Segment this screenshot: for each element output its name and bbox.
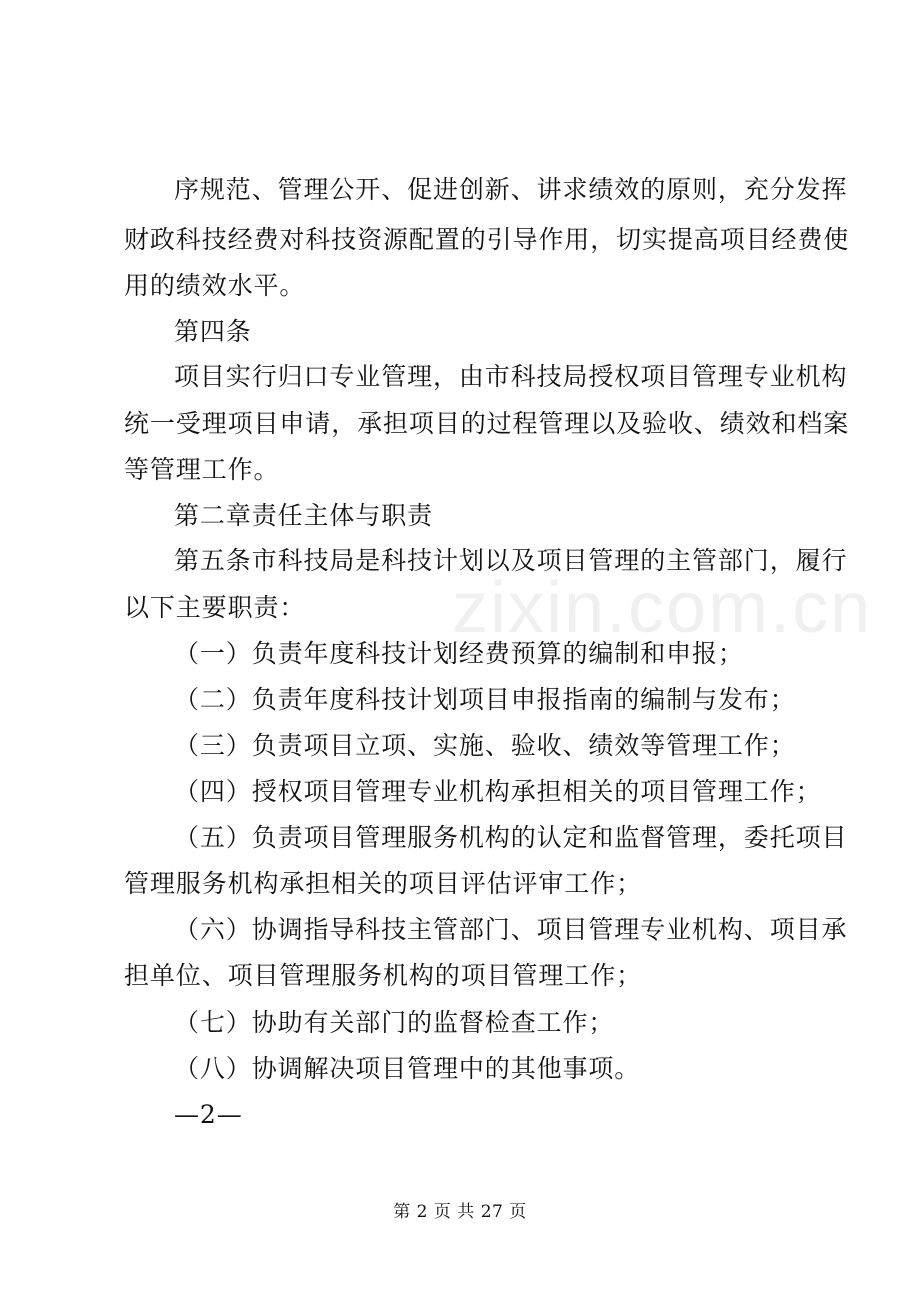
paragraph-line: 财政科技经费对科技资源配置的引导作用，切实提高项目经费使 — [124, 225, 850, 254]
list-item: （二）负责年度科技计划项目申报指南的编制与发布； — [174, 685, 796, 714]
inline-page-number: —2— — [174, 1100, 243, 1129]
page-footer: 第 2 页 共 27 页 — [393, 1202, 527, 1222]
watermark: zixin.com.cn — [452, 568, 873, 648]
list-item: （一）负责年度科技计划经费预算的编制和申报； — [174, 639, 744, 668]
paragraph-line: 统一受理项目申请，承担项目的过程管理以及验收、绩效和档案 — [124, 409, 850, 438]
list-item-continuation: 担单位、项目管理服务机构的项目管理工作； — [124, 961, 643, 990]
list-item: （八）协调解决项目管理中的其他事项。 — [174, 1054, 641, 1083]
paragraph-line: 第五条市科技局是科技计划以及项目管理的主管部门，履行 — [174, 546, 848, 575]
article-heading: 第四条 — [174, 317, 252, 346]
chapter-heading: 第二章责任主体与职责 — [174, 501, 434, 530]
paragraph-line: 用的绩效水平。 — [124, 271, 306, 300]
list-item: （六）协调指导科技主管部门、项目管理专业机构、项目承 — [174, 915, 848, 944]
paragraph-line: 等管理工作。 — [124, 455, 280, 484]
paragraph-line: 项目实行归口专业管理，由市科技局授权项目管理专业机构 — [174, 362, 848, 391]
list-item-continuation: 管理服务机构承担相关的项目评估评审工作； — [124, 869, 643, 898]
list-item: （四）授权项目管理专业机构承担相关的项目管理工作； — [174, 777, 822, 806]
paragraph-line: 序规范、管理公开、促进创新、讲求绩效的原则，充分发挥 — [174, 175, 848, 204]
paragraph-line: 以下主要职责： — [124, 593, 306, 622]
list-item: （七）协助有关部门的监督检查工作； — [174, 1008, 615, 1037]
list-item: （五）负责项目管理服务机构的认定和监督管理，委托项目 — [174, 823, 848, 852]
list-item: （三）负责项目立项、实施、验收、绩效等管理工作； — [174, 731, 796, 760]
